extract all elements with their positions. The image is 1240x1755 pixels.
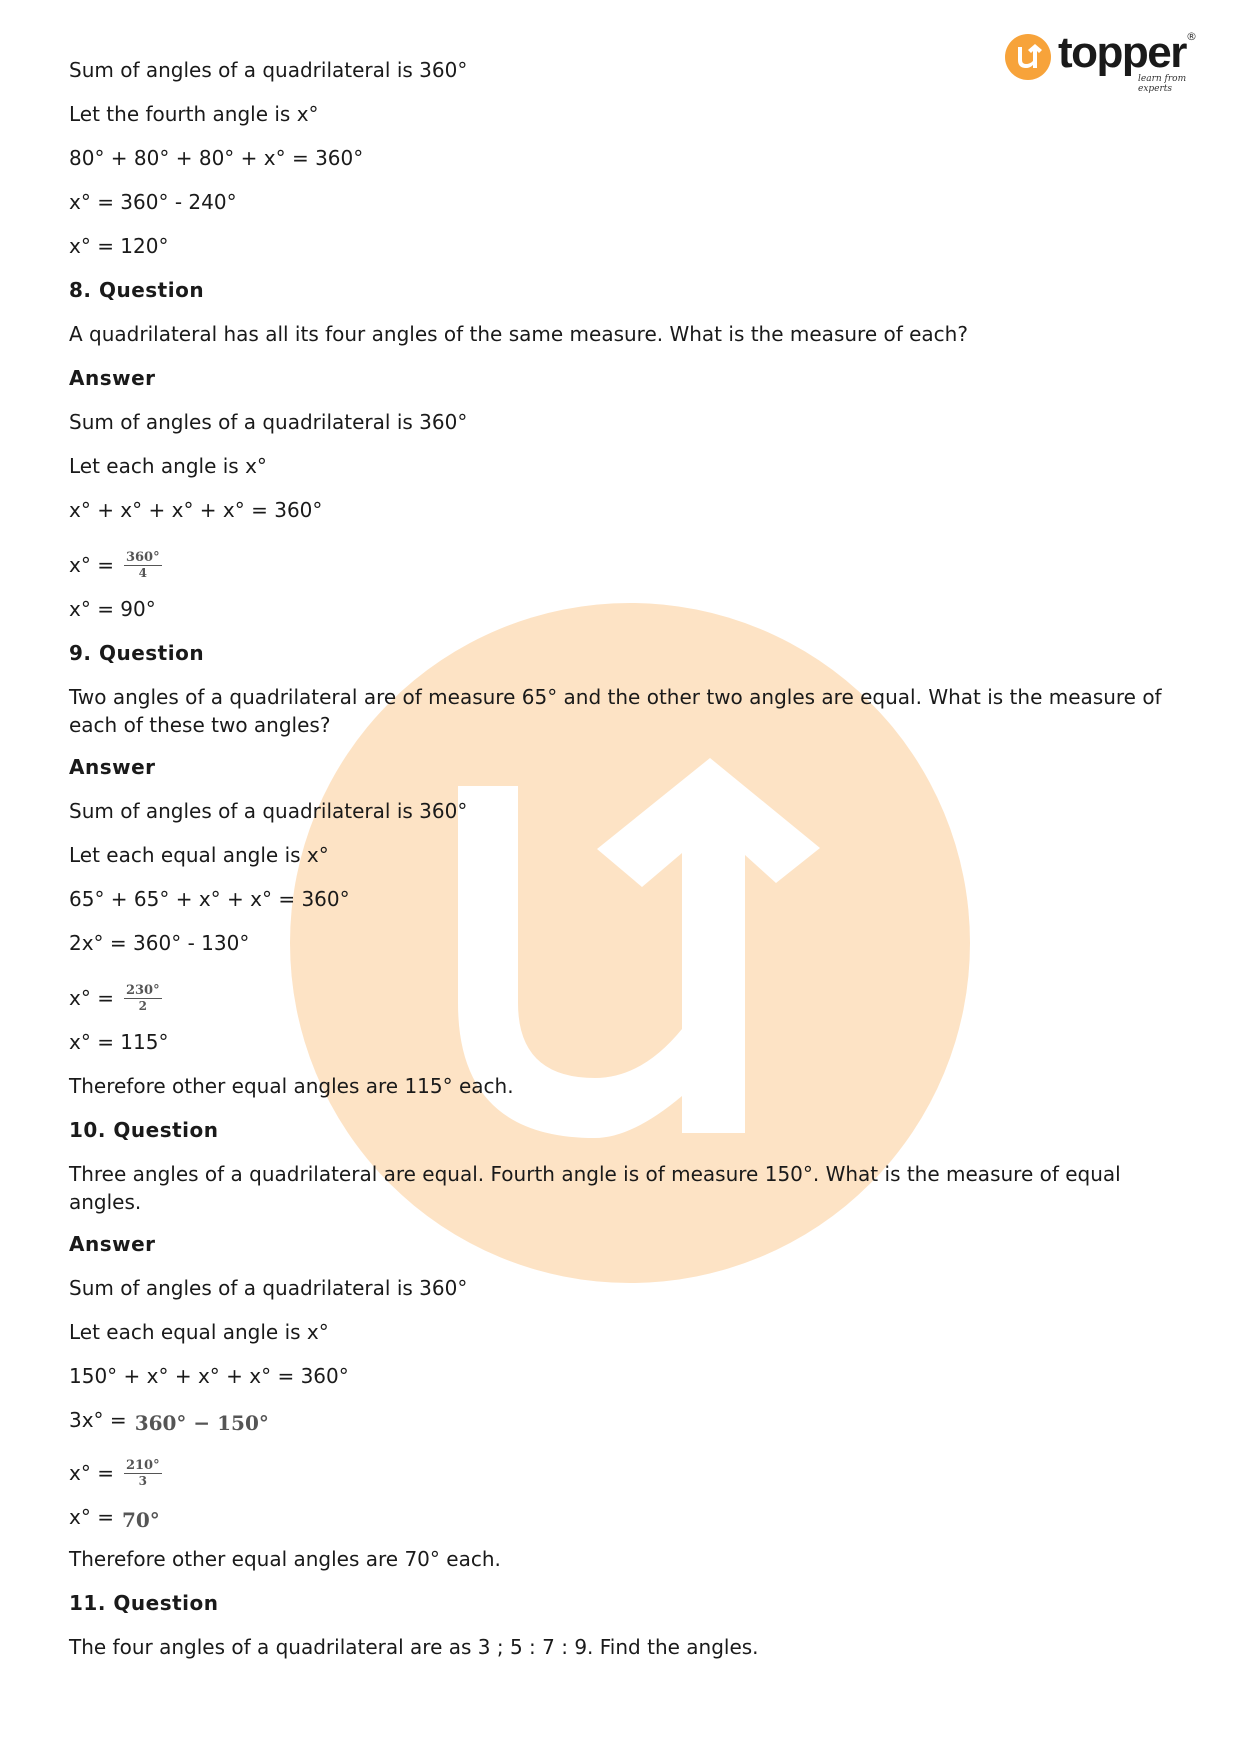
- document-body: [69, 56, 1179, 1677]
- text-line: Two angles of a quadrilateral are of measure 65° and the other two angles are equal. What is the measure of each of these two angles?: [69, 685, 1162, 737]
- section-heading: Answer: [69, 1232, 156, 1256]
- text-line: 150° + x° + x° + x° = 360°: [69, 1364, 349, 1388]
- fraction: [124, 983, 162, 1014]
- section-heading: 11. Question: [69, 1591, 219, 1615]
- text-line: x° + x° + x° + x° = 360°: [69, 498, 323, 522]
- topper-logo-word: topper: [1058, 28, 1186, 77]
- text-line: Sum of angles of a quadrilateral is 360°: [69, 799, 468, 823]
- text-line: The four angles of a quadrilateral are as 3 ; 5 : 7 : 9. Find the angles.: [69, 1635, 759, 1659]
- equation-lhs: x° =: [69, 986, 114, 1010]
- fraction-numerator: 230°: [125, 982, 160, 998]
- fraction: [124, 1458, 162, 1489]
- text-line: Let each equal angle is x°: [69, 1320, 329, 1344]
- text-line: A quadrilateral has all its four angles of the same measure. What is the measure of each?: [69, 322, 968, 346]
- text-line: x° = 90°: [69, 597, 156, 621]
- text-line: Let the fourth angle is x°: [69, 102, 319, 126]
- text-line: Therefore other equal angles are 70° each.: [69, 1547, 501, 1571]
- fraction-equation: [69, 540, 1179, 590]
- equation-rhs: 360° − 150°: [134, 1411, 269, 1435]
- section-heading: 8. Question: [69, 278, 205, 302]
- text-line: x° = 115°: [69, 1030, 169, 1054]
- text-line: Sum of angles of a quadrilateral is 360°: [69, 410, 468, 434]
- equation-lhs: x° =: [69, 1461, 114, 1485]
- fraction-equation: [69, 1448, 1179, 1498]
- text-line: x° = 120°: [69, 234, 169, 258]
- equation-lhs: x° =: [69, 553, 114, 577]
- text-line: 2x° = 360° - 130°: [69, 931, 250, 955]
- text-line: Three angles of a quadrilateral are equal. Fourth angle is of measure 150°. What is the measure of equal angles.: [69, 1162, 1121, 1214]
- fraction-denominator: 2: [138, 998, 147, 1013]
- topper-logo-tagline: learn from experts: [1138, 74, 1187, 94]
- topper-logo: [1004, 30, 1204, 92]
- fraction: [124, 550, 162, 581]
- section-heading: 10. Question: [69, 1118, 219, 1142]
- math-equation: [69, 1406, 1179, 1434]
- fraction-numerator: 360°: [125, 549, 160, 565]
- fraction-numerator: 210°: [125, 1457, 160, 1473]
- equation-lhs: 3x° =: [69, 1408, 127, 1432]
- text-line: Therefore other equal angles are 115° each.: [69, 1074, 514, 1098]
- fraction-equation: [69, 973, 1179, 1023]
- text-line: Let each equal angle is x°: [69, 843, 329, 867]
- text-line: Sum of angles of a quadrilateral is 360°: [69, 1276, 468, 1300]
- text-line: x° = 360° - 240°: [69, 190, 237, 214]
- section-heading: Answer: [69, 366, 156, 390]
- text-line: 80° + 80° + 80° + x° = 360°: [69, 146, 364, 170]
- fraction-denominator: 4: [138, 565, 147, 580]
- section-heading: Answer: [69, 755, 156, 779]
- registered-mark: ®: [1186, 30, 1197, 43]
- text-line: Sum of angles of a quadrilateral is 360°: [69, 58, 468, 82]
- equation-lhs: x° =: [69, 1505, 114, 1529]
- text-line: Let each angle is x°: [69, 454, 267, 478]
- equation-rhs: 70°: [121, 1508, 160, 1532]
- math-equation: [69, 1503, 1179, 1531]
- topper-logo-icon: [1004, 33, 1052, 81]
- text-line: 65° + 65° + x° + x° = 360°: [69, 887, 350, 911]
- fraction-denominator: 3: [138, 1473, 147, 1488]
- section-heading: 9. Question: [69, 641, 205, 665]
